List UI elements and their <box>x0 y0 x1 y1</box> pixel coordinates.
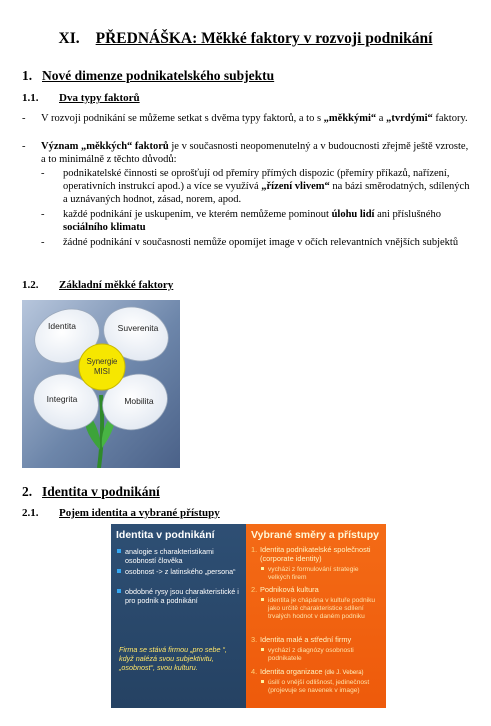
flower-graphic <box>22 300 180 468</box>
bullet-square-icon <box>117 549 121 553</box>
bullet-item: - žádné podnikání v současnosti nemůže opomíjet image v očích relevantních vnějších subjektů <box>41 237 459 248</box>
center-label-line-2: MISI <box>93 367 111 376</box>
slide-right-panel <box>246 524 386 708</box>
bullet-square-icon <box>261 567 264 570</box>
approach-detail: úsilí o vnější odlišnost, jedinečnost (projevuje se navenek v image) <box>268 679 380 695</box>
approach-heading: 3. Identita malé a střední firmy <box>251 635 352 644</box>
identity-slide-figure <box>111 524 386 708</box>
paragraph-1: - V rozvoji podnikání se můžeme setkat s dvěma typy faktorů, a to s „měkkými“ a „tvrdými“ faktory. <box>22 113 468 124</box>
slide-left-item: osobnost -> z latinského „persona“ <box>125 568 241 577</box>
center-label-line-1: Synergie <box>86 357 118 366</box>
petal-label-integrita: Integrita <box>46 394 78 404</box>
slide-left-title: Identita v podnikání <box>116 529 215 541</box>
bullet-item: - podnikatelské činnosti se oprošťují od přemíry přímých dispozic (přemíry příkazů, nařízení, operativních instrukcí apod.) a více se využívá „řízení vlivem“ na bázi směrodatných, sdílených a uznávaných hodnot, zásad, norem, apod. <box>41 168 470 205</box>
soft-factors-flower-figure <box>22 300 180 468</box>
subsection-2-1-heading: 2.1. Pojem identita a vybrané přístupy <box>22 507 220 519</box>
slide-left-panel <box>111 524 246 708</box>
bullet-square-icon <box>117 589 121 593</box>
slide-left-item: analogie s charakteristikami osobností člověka <box>125 548 241 565</box>
slide-left-item: obdobné rysy jsou charakteristické i pro podnik a podnikání <box>125 588 243 605</box>
subsection-1-1-heading: 1.1. Dva typy faktorů <box>22 92 140 104</box>
bullet-square-icon <box>117 569 121 573</box>
bullet-square-icon <box>261 598 264 601</box>
section-2-heading: 2. Identita v podnikání <box>22 484 160 499</box>
approach-detail: identita je chápána v kultuře podniku jako určitě charakteristice sdílení trvalých hodnot v daném podniku <box>268 597 382 620</box>
approach-heading: 4. Identita organizace (dle J. Vebera) <box>251 667 364 676</box>
page-title: XI. PŘEDNÁŠKA: Měkké faktory v rozvoji podnikání <box>58 30 433 47</box>
petal-label-suverenita: Suverenita <box>117 323 159 333</box>
bullet-square-icon <box>261 648 264 651</box>
slide-right-title: Vybrané směry a přístupy <box>251 529 379 541</box>
bullet-item: - každé podnikání je uskupením, ve kterém nemůžeme pominout úlohu lidí ani příslušného sociálního klimatu <box>41 209 441 233</box>
approach-detail: vychází z diagnózy osobnosti podnikatele <box>268 647 380 663</box>
bullet-square-icon <box>261 680 264 683</box>
petal-label-mobilita: Mobilita <box>124 396 154 406</box>
approach-detail: vycházi z formulování strategie velkých firem <box>268 566 380 582</box>
subsection-1-2-heading: 1.2. Základní měkké faktory <box>22 279 174 291</box>
paragraph-2: - Význam „měkkých“ faktorů je v současnosti neopomenutelný a v budoucnosti zřejmě ještě vzroste, a to minimálně z těchto důvodů: <box>22 141 469 165</box>
slide-quote: Firma se stává firmou „pro sebe “, když nalézá svou subjektivitu, „osobnost“, svou kulturu. <box>119 645 227 672</box>
section-1-heading: 1. Nové dimenze podnikatelského subjektu <box>22 68 275 83</box>
approach-heading: 1. Identita podnikatelské společnosti (corporate identity) <box>251 545 371 563</box>
petal-label-identita: Identita <box>48 321 76 331</box>
approach-heading: 2. Podniková kultura <box>251 585 319 594</box>
